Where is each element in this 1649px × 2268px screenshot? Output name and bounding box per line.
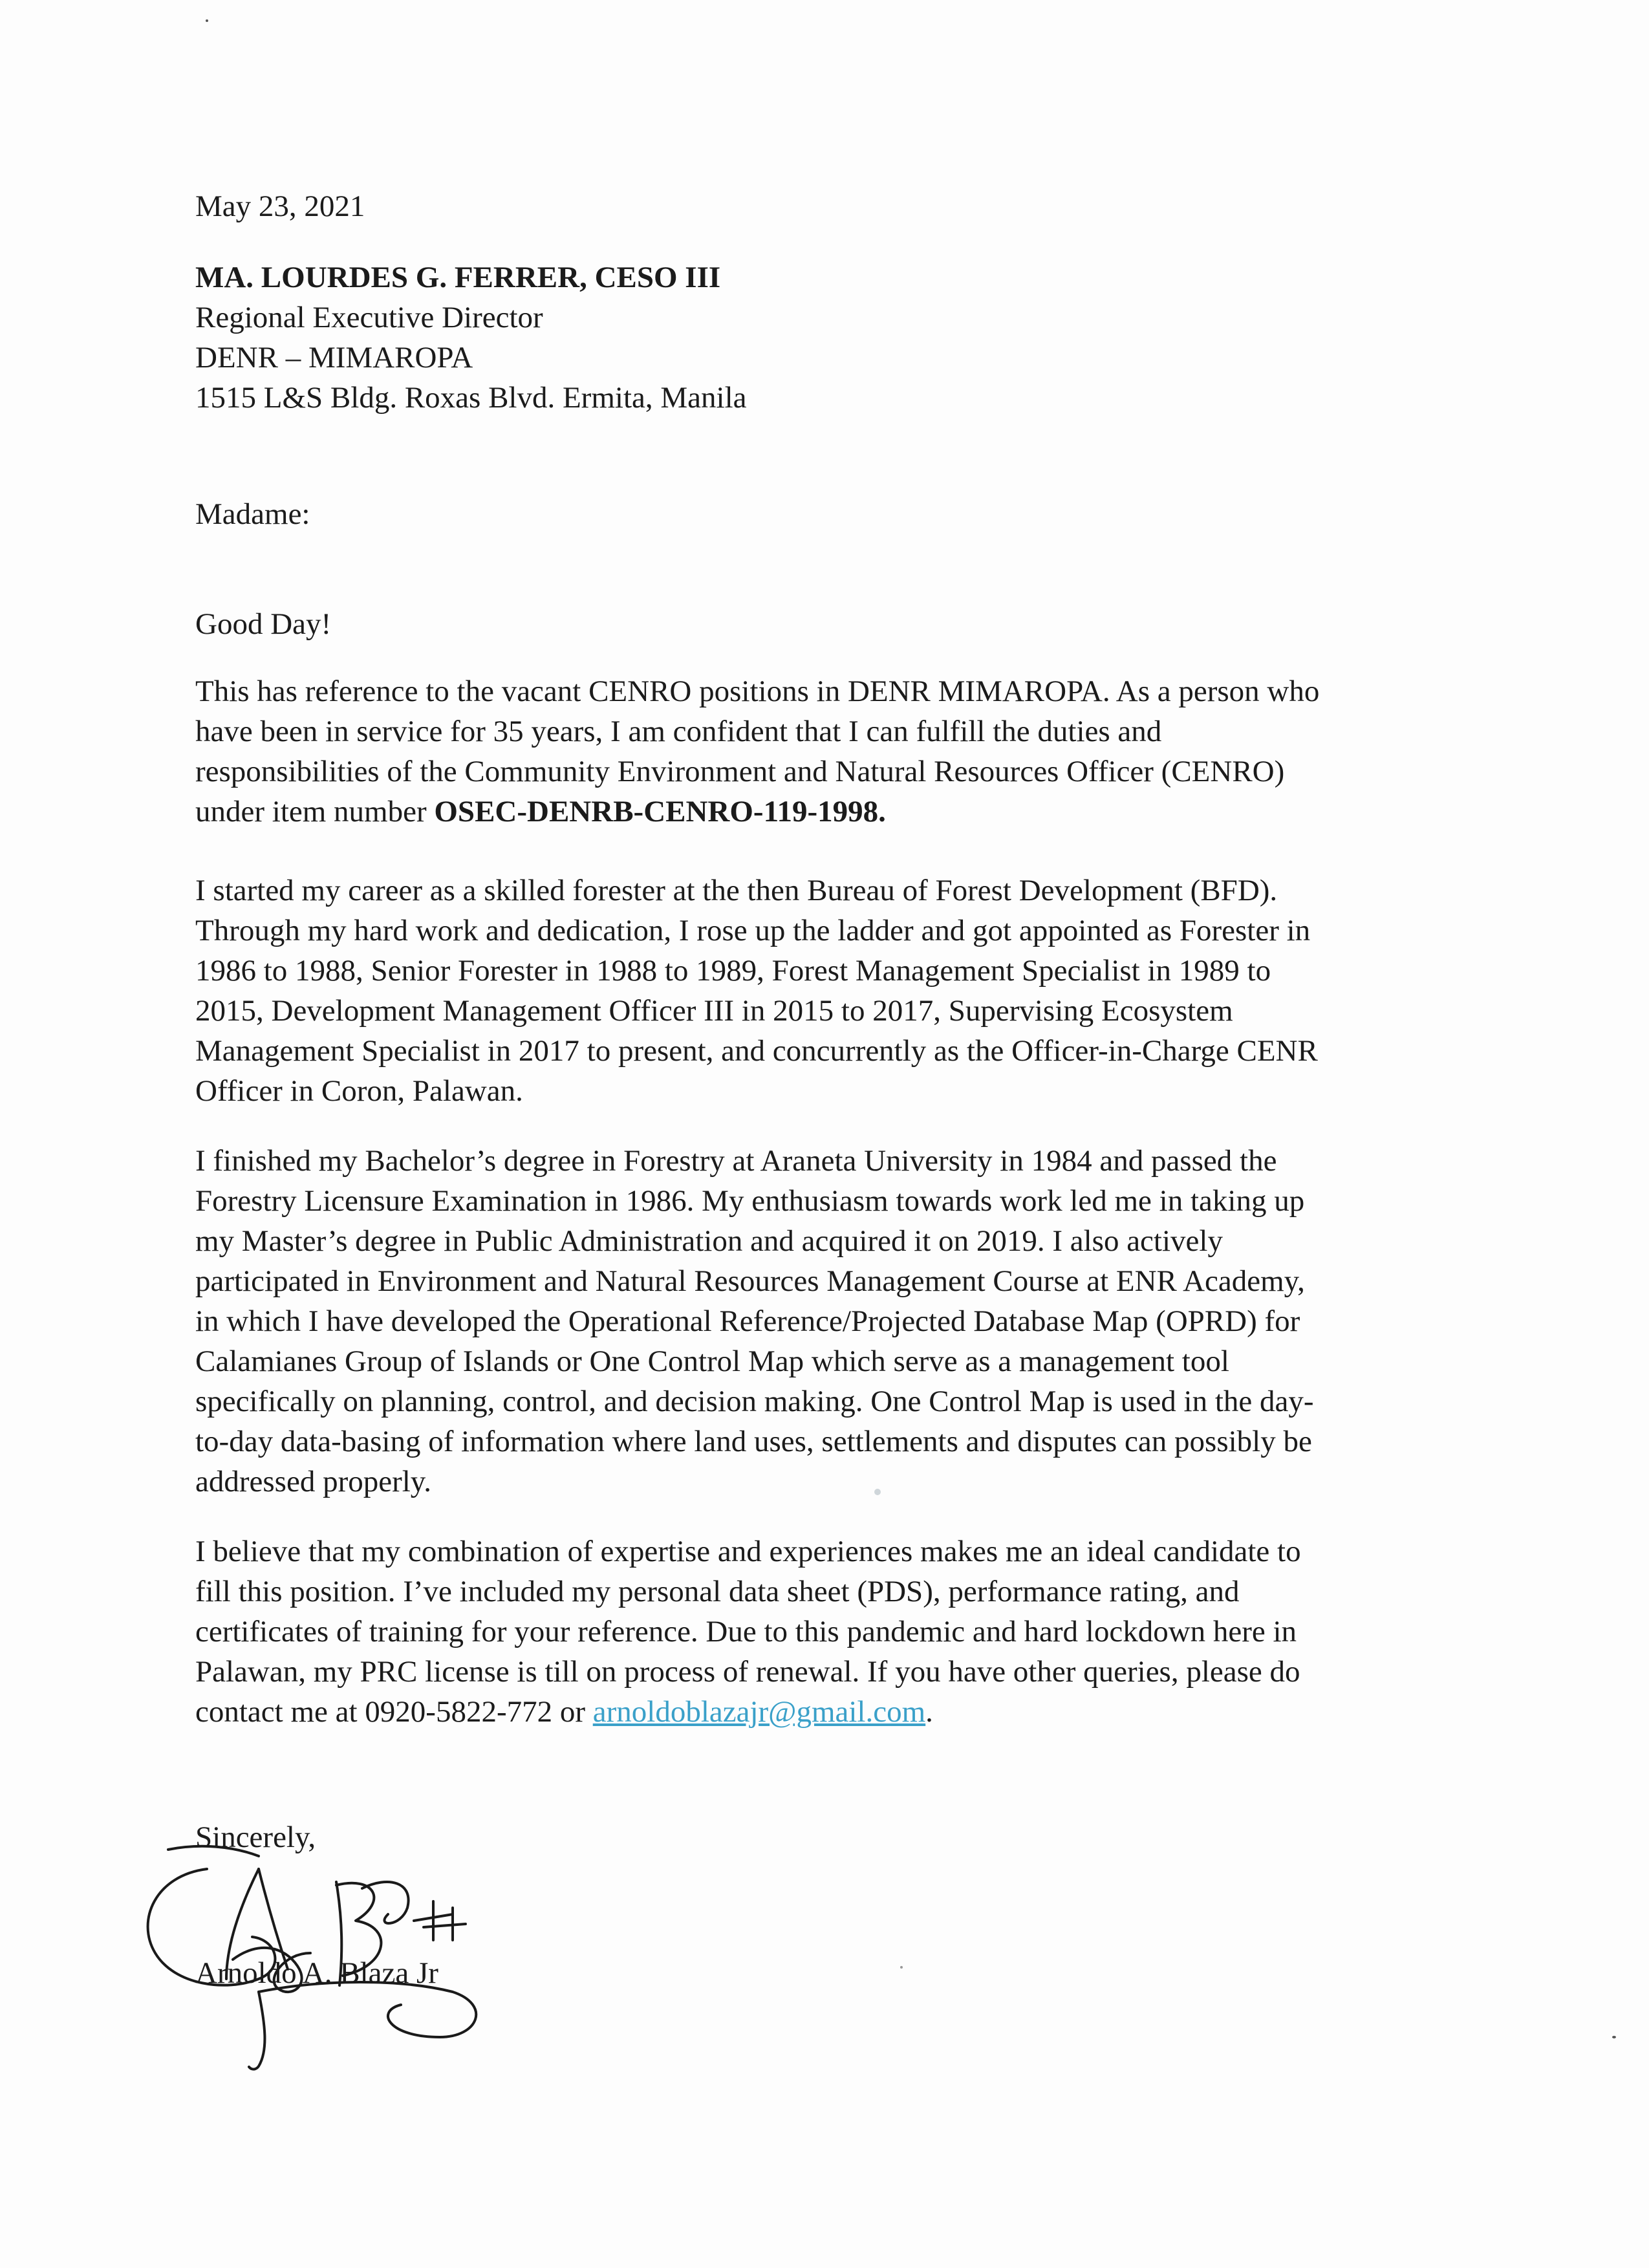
handwritten-signature	[129, 1830, 517, 2076]
paragraph-line-last	[195, 1692, 1424, 1732]
greeting: Good Day!	[195, 607, 332, 641]
paragraph-line: I finished my Bachelor’s degree in Forestry at Araneta University in 1984 and passed the	[195, 1144, 1277, 1178]
paragraph-line: Management Specialist in 2017 to present, and concurrently as the Officer-in-Charge CENR	[195, 1034, 1318, 1068]
paragraph-line: responsibilities of the Community Environment and Natural Resources Officer (CENRO)	[195, 755, 1285, 788]
recipient-block	[195, 257, 1424, 418]
letter-body	[195, 186, 1424, 1762]
paragraph-line: specifically on planning, control, and decision making. One Control Map is used in the day-	[195, 1385, 1314, 1418]
closing-phrase: Sincerely,	[195, 1820, 316, 1854]
contact-suffix: .	[925, 1695, 933, 1729]
paragraph-line: I started my career as a skilled forester at the then Bureau of Forest Development (BFD).	[195, 874, 1278, 907]
recipient-office: DENR – MIMAROPA	[195, 341, 473, 374]
paragraph-line: to-day data-basing of information where land uses, settlements and disputes can possibly be	[195, 1425, 1312, 1458]
paragraph-closing	[195, 1531, 1424, 1732]
paragraph-line: fill this position. I’ve included my personal data sheet (PDS), performance rating, and	[195, 1575, 1240, 1608]
paragraph-line: I believe that my combination of expertise and experiences makes me an ideal candidate to	[195, 1535, 1301, 1568]
paragraph-line: Calamianes Group of Islands or One Control Map which serve as a management tool	[195, 1345, 1229, 1378]
recipient-title: Regional Executive Director	[195, 301, 543, 334]
paragraph-line: Forestry Licensure Examination in 1986. My enthusiasm towards work led me in taking up	[195, 1184, 1305, 1218]
signatory-name: Arnoldo A. Blaza Jr	[195, 1956, 438, 1990]
paragraph-line: participated in Environment and Natural Resources Management Course at ENR Academy,	[195, 1264, 1305, 1298]
email-link[interactable]: arnoldoblazajr@gmail.com	[592, 1695, 926, 1729]
paragraph-education	[195, 1141, 1424, 1502]
paragraph-line: my Master’s degree in Public Administration and acquired it on 2019. I also actively	[195, 1224, 1223, 1258]
paragraph-line: addressed properly.	[195, 1465, 431, 1498]
paragraph-line: Palawan, my PRC license is till on process of renewal. If you have other queries, please do	[195, 1655, 1300, 1689]
scan-speck	[900, 1966, 903, 1969]
paragraph-intro	[195, 671, 1424, 832]
item-number: OSEC-DENRB-CENRO-119-1998.	[434, 795, 886, 828]
scan-speck	[1612, 2036, 1616, 2038]
paragraph-line: in which I have developed the Operational Reference/Projected Database Map (OPRD) for	[195, 1304, 1300, 1338]
paragraph-line: 2015, Development Management Officer III in 2015 to 2017, Supervising Ecosystem	[195, 994, 1233, 1028]
recipient-address: 1515 L&S Bldg. Roxas Blvd. Ermita, Manila	[195, 381, 747, 415]
paragraph-line: This has reference to the vacant CENRO positions in DENR MIMAROPA. As a person who	[195, 675, 1320, 708]
paragraph-line: have been in service for 35 years, I am confident that I can fulfill the duties and	[195, 715, 1162, 748]
scan-speck	[206, 19, 208, 22]
paragraph-line: Through my hard work and dedication, I rose up the ladder and got appointed as Forester in	[195, 914, 1311, 947]
item-number-prefix: under item number	[195, 795, 435, 828]
paragraph-line-last	[195, 792, 1424, 832]
paragraph-line: 1986 to 1988, Senior Forester in 1988 to 1989, Forest Management Specialist in 1989 to	[195, 954, 1271, 988]
recipient-name: MA. LOURDES G. FERRER, CESO III	[195, 261, 721, 294]
letter-date: May 23, 2021	[195, 189, 365, 223]
paragraph-career	[195, 870, 1424, 1111]
paragraph-line: certificates of training for your reference. Due to this pandemic and hard lockdown here in	[195, 1615, 1297, 1648]
contact-prefix: contact me at 0920-5822-772 or	[195, 1695, 593, 1729]
salutation: Madame:	[195, 497, 310, 531]
paragraph-line: Officer in Coron, Palawan.	[195, 1074, 523, 1108]
